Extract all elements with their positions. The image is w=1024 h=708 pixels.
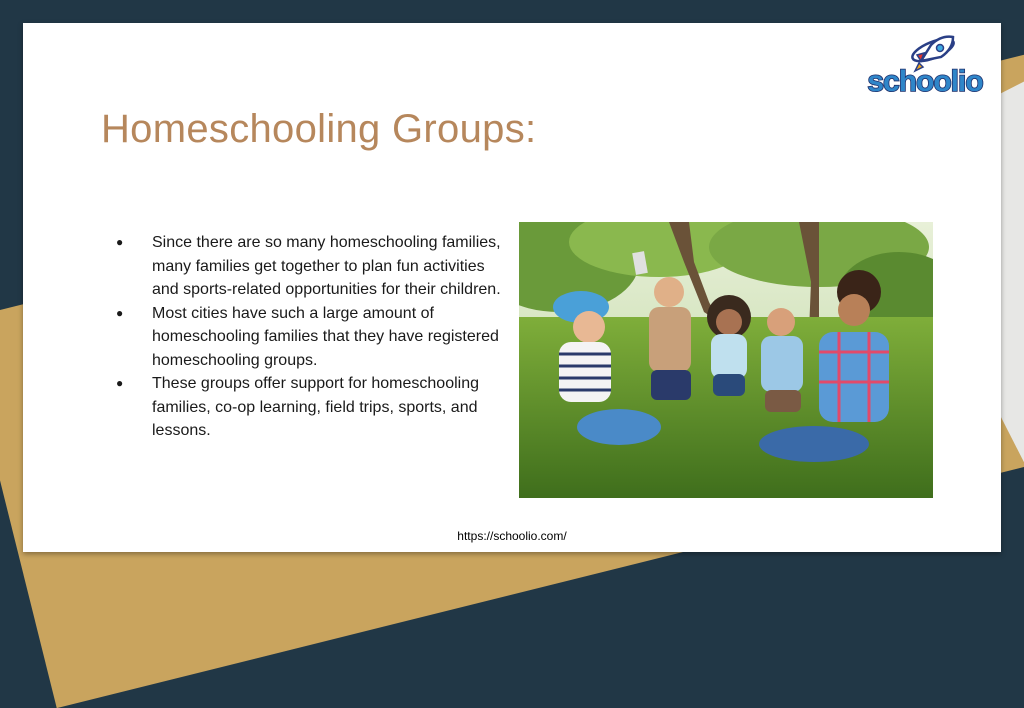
bullet-list [113,231,503,443]
slide [23,23,1001,552]
slide-title: Homeschooling Groups: [101,107,537,151]
schoolio-logo [861,31,989,95]
bullet-item: ● Most cities have such a large amount of homeschooling families that they have registered homeschooling groups. [113,302,503,373]
bullet-item: ● These groups offer support for homeschooling families, co-op learning, field trips, sports, and lessons. [113,372,503,443]
footer-url: https://schoolio.com/ [457,529,567,543]
bullet-item: ● Since there are so many homeschooling families, many families get together to plan fun activities and sports-related opportunities for their children. [113,231,503,302]
children-in-park-photo [519,222,933,498]
logo-wordmark: schoolio [867,65,983,95]
